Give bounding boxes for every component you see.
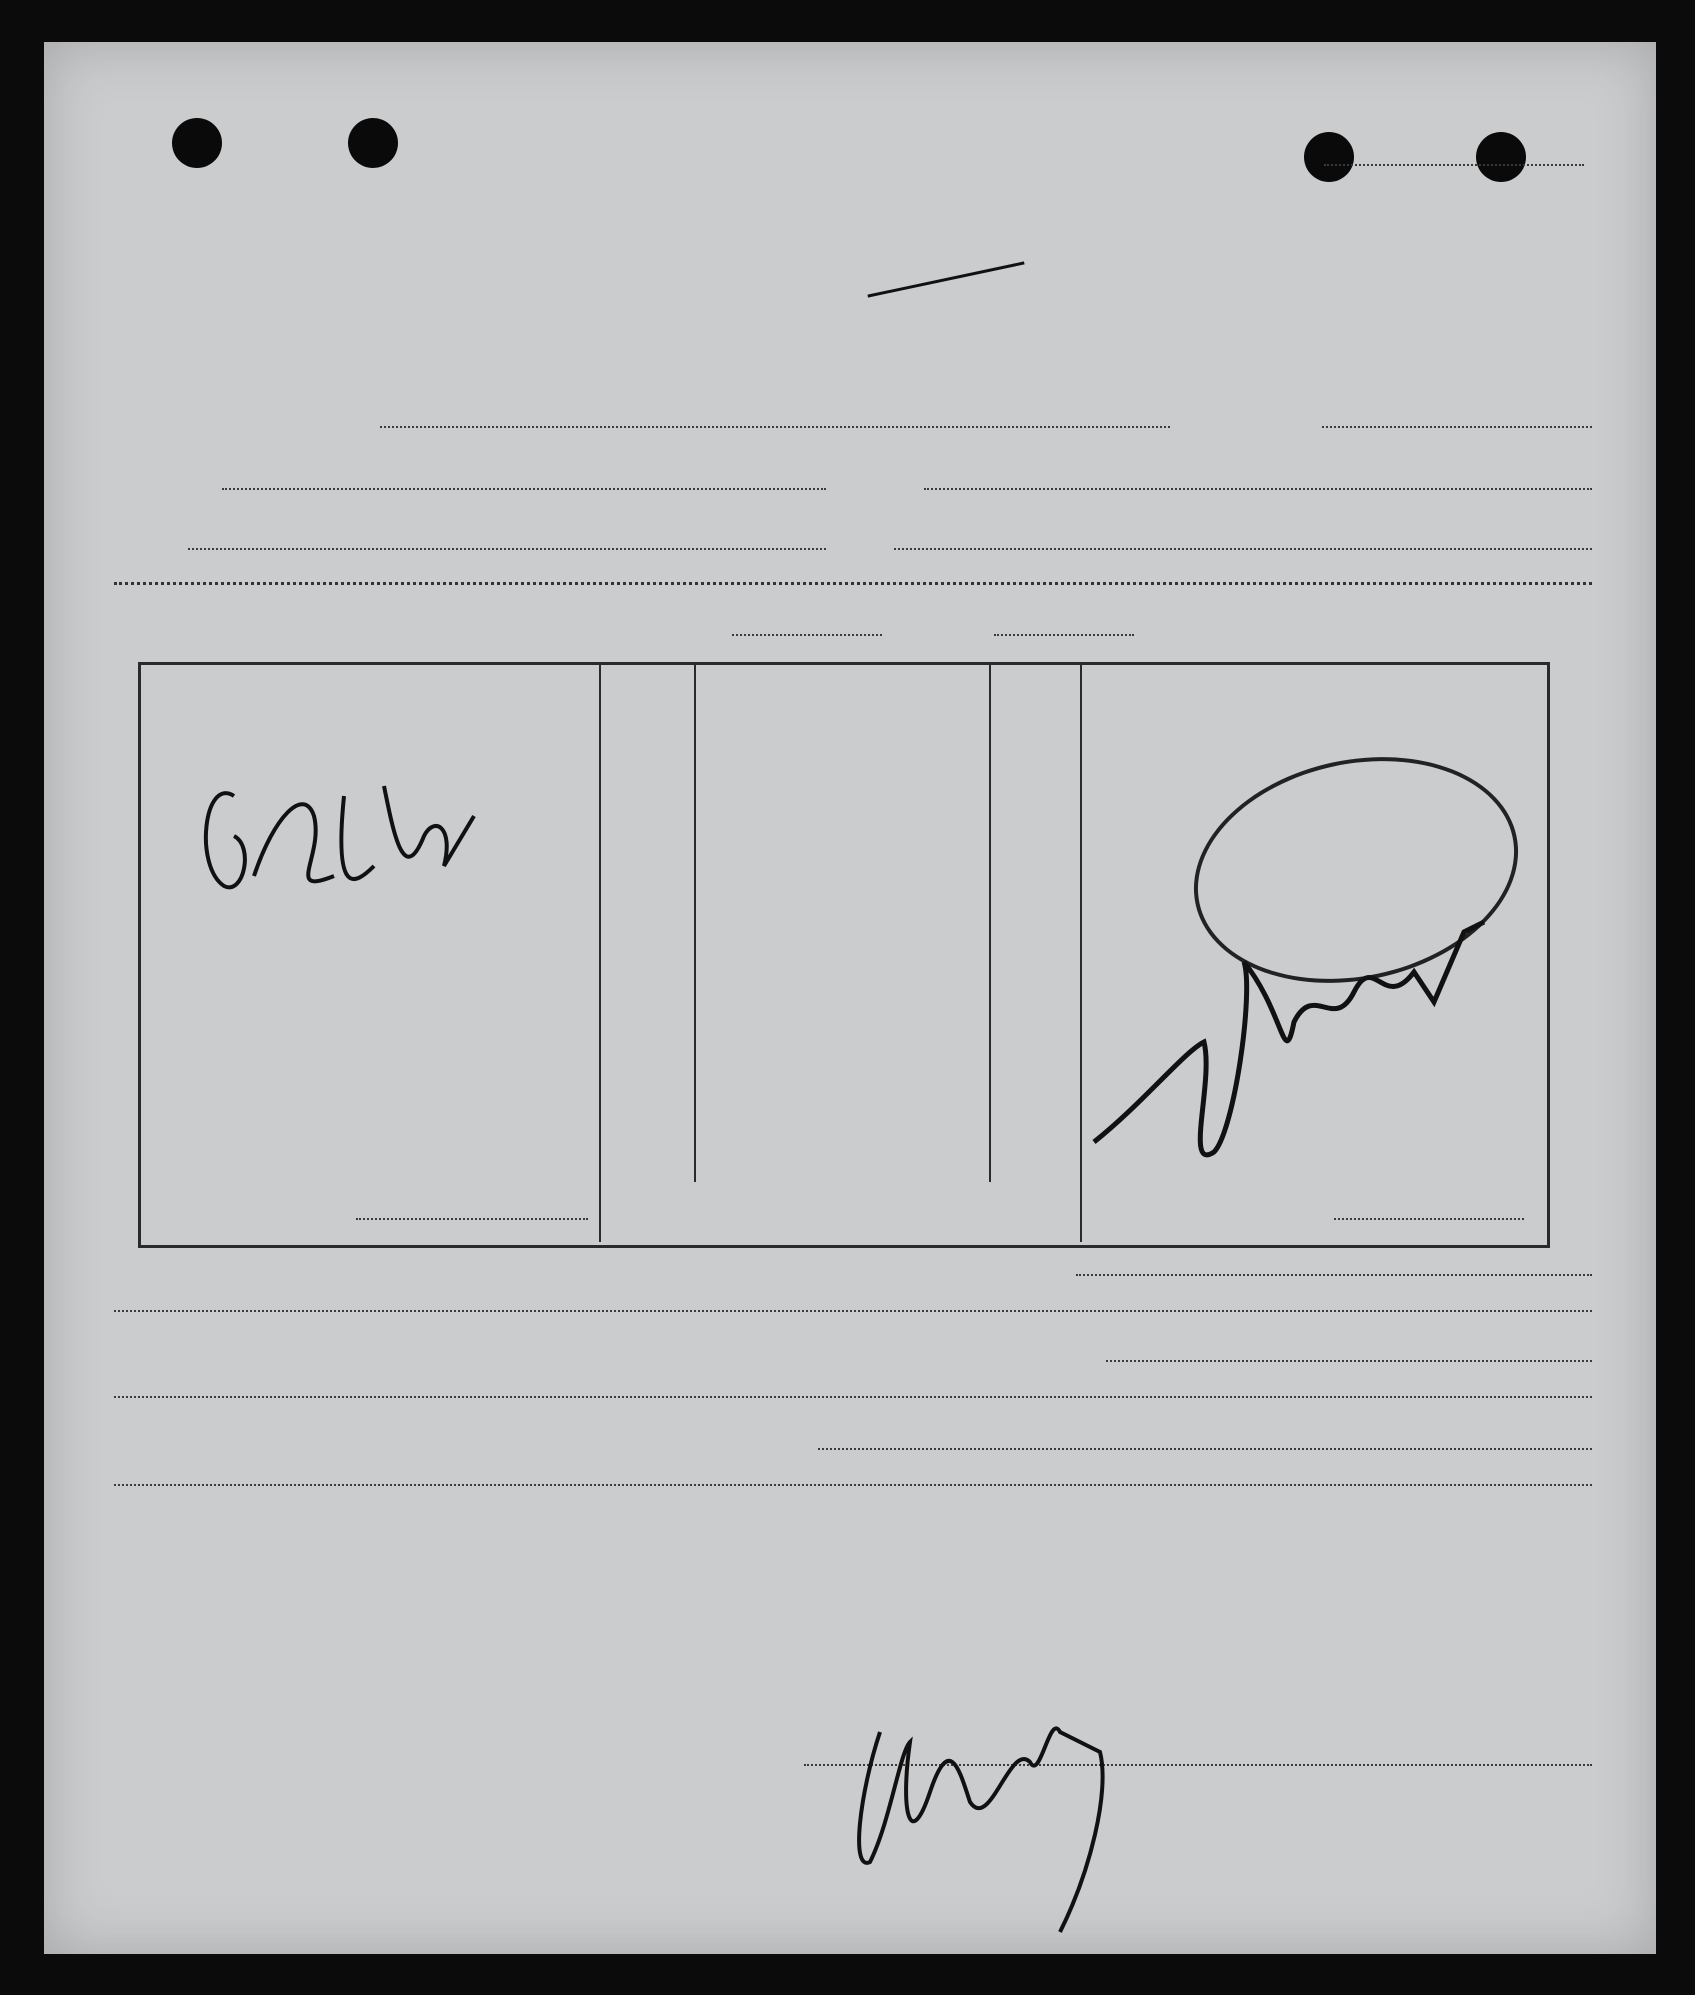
aircraft-line [222,488,826,490]
punch-hole [348,118,398,168]
commander-signature [840,1672,1160,1942]
inspector-signature [194,756,494,916]
animals-answer-line-2[interactable] [114,1484,1592,1486]
punch-hole [1476,132,1526,182]
flight-line [1322,426,1592,428]
customs-officer-signature [1084,872,1504,1182]
strike-through [867,261,1024,297]
to-line [894,548,1592,550]
punch-hole [172,118,222,168]
passenger-line [732,634,882,636]
punch-hole [1304,132,1354,182]
separator [114,582,1592,585]
cargo-line [994,634,1134,636]
disinsect-answer-line[interactable] [1106,1360,1592,1362]
number-line [1324,164,1584,166]
date-line [188,548,826,550]
owner-line [380,426,1170,428]
declaration-sheet [44,42,1656,1954]
illness-answer-line[interactable] [1076,1274,1592,1276]
animals-answer-line[interactable] [818,1448,1592,1450]
illness-answer-line-2[interactable] [114,1310,1592,1312]
from-line [924,488,1592,490]
disinsect-answer-line-2[interactable] [114,1396,1592,1398]
